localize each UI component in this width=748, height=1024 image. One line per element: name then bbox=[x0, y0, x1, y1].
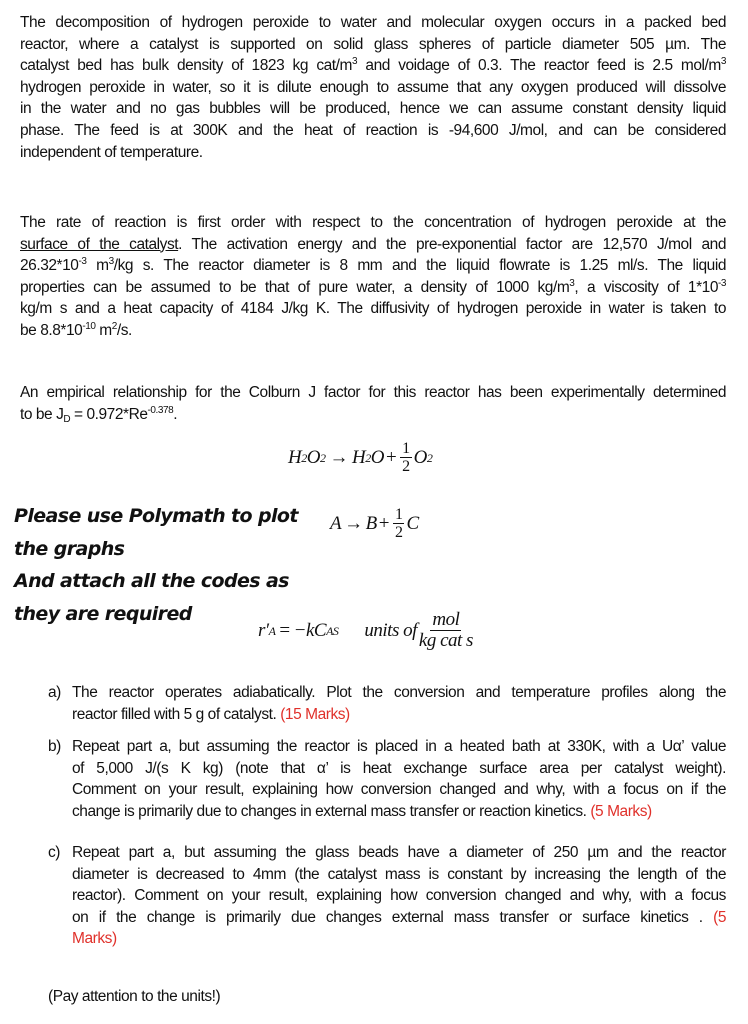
text-run: reactor). Comment on your result, explaining how conversion changed and why, with a focus bbox=[72, 887, 726, 905]
text-line bbox=[20, 404, 726, 426]
superscript: -0.378 bbox=[147, 404, 174, 416]
text-line bbox=[72, 758, 726, 780]
paragraph-problem-statement bbox=[20, 12, 726, 163]
text-run: An empirical relationship for the Colburn J factor for this reactor has been experimentally determined bbox=[20, 384, 726, 401]
text-line bbox=[72, 907, 726, 929]
text-run: reactor filled with 5 g of catalyst. bbox=[72, 705, 281, 723]
question-label: b) bbox=[48, 738, 61, 755]
text-run: m bbox=[95, 321, 112, 339]
question-a bbox=[48, 682, 726, 725]
text-line bbox=[20, 320, 726, 342]
question-label: a) bbox=[48, 684, 61, 701]
marks-label: (5 Marks) bbox=[590, 802, 652, 820]
text-run: and voidage of 0.3. The reactor feed is 2.5 mol/m bbox=[357, 57, 721, 75]
text-line bbox=[20, 98, 726, 120]
text-line bbox=[72, 928, 726, 950]
text-line bbox=[72, 779, 726, 801]
text-line bbox=[20, 77, 726, 99]
text-run: The reactor operates adiabatically. Plot the conversion and temperature profiles along the bbox=[72, 684, 726, 701]
note-line: And attach all the codes as bbox=[14, 570, 289, 592]
arrow-icon: → bbox=[344, 512, 363, 534]
text-line bbox=[72, 736, 726, 758]
text-run: /kg s. The reactor diameter is 8 mm and the liquid flowrate is 1.25 ml/s. The liquid bbox=[113, 257, 726, 275]
fraction-denominator: 2 bbox=[394, 524, 403, 541]
text-run: , a viscosity of 1*10 bbox=[574, 278, 718, 296]
eq-prime: ′ bbox=[264, 619, 269, 641]
fraction-denominator: kg cat s bbox=[418, 630, 473, 651]
text-run: properties can be assumed to be that of pure water, a density of 1000 kg/m bbox=[20, 278, 570, 296]
text-line bbox=[72, 704, 726, 726]
fraction-numerator: 1 bbox=[402, 440, 410, 457]
question-b bbox=[48, 736, 726, 822]
text-run: Repeat part a, but assuming the glass beads have a diameter of 250 µm and the reactor bbox=[72, 844, 726, 861]
note-line: they are required bbox=[14, 602, 192, 625]
eq-symbol: O bbox=[413, 446, 427, 468]
arrow-icon: → bbox=[329, 446, 348, 468]
units-label: units of bbox=[364, 619, 417, 641]
eq-operator: + bbox=[385, 446, 397, 468]
text-run: . bbox=[173, 405, 178, 423]
eq-symbol: r bbox=[258, 619, 265, 641]
text-line bbox=[72, 801, 726, 823]
marks-label: Marks) bbox=[72, 930, 117, 948]
text-run: = 0.972*Re bbox=[70, 405, 148, 423]
text-run: change is primarily due to changes in external mass transfer or reaction kinetics. bbox=[72, 802, 591, 820]
text-line bbox=[72, 682, 726, 704]
units-fraction bbox=[419, 610, 473, 651]
eq-symbol: B bbox=[365, 512, 377, 534]
superscript: -10 bbox=[82, 320, 96, 332]
superscript: 3 bbox=[720, 56, 726, 68]
eq-symbol: A bbox=[330, 512, 342, 534]
text-line bbox=[20, 142, 726, 164]
text-run: The rate of reaction is first order with respect to the concentration of hydrogen peroxide at the bbox=[20, 214, 726, 231]
text-run: . The activation energy and the pre-exponential factor are 12,570 J/mol and bbox=[178, 235, 726, 253]
fraction-numerator: mol bbox=[432, 609, 460, 630]
text-line bbox=[20, 120, 726, 142]
text-run: of 5,000 J/(s K kg) (note that α’ is heat exchange surface area per catalyst weight). bbox=[72, 759, 726, 777]
text-line bbox=[20, 277, 726, 299]
marks-label: (15 Marks) bbox=[280, 705, 350, 723]
text-run: in the water and no gas bubbles will be produced, hence we can assume constant density liquid bbox=[20, 100, 726, 118]
question-body bbox=[72, 842, 726, 950]
text-line bbox=[20, 12, 726, 34]
subscript: D bbox=[63, 413, 71, 425]
polymath-instruction-note bbox=[14, 500, 298, 630]
underlined-text: surface of the catalyst bbox=[20, 235, 179, 253]
question-body bbox=[72, 736, 726, 822]
question-body bbox=[72, 682, 726, 725]
eq-operator: + bbox=[378, 512, 389, 534]
text-line bbox=[20, 255, 726, 277]
superscript: -3 bbox=[78, 256, 87, 268]
text-run: reactor, where a catalyst is supported on solid glass spheres of particle diameter 505 µm. The bbox=[20, 35, 726, 53]
eq-symbol: O bbox=[306, 446, 320, 468]
text-line bbox=[20, 55, 726, 77]
equation-rate-law: r ′ A = −kC AS units of $\frac{\text{mol}}{\text{kg cat s}}$ bbox=[258, 609, 473, 651]
text-line bbox=[72, 864, 726, 886]
text-run: hydrogen peroxide in water, so it is dilute enough to assume that any oxygen produced will dissolve bbox=[20, 78, 726, 96]
superscript: 3 bbox=[569, 277, 575, 289]
note-line: the graphs bbox=[14, 537, 125, 560]
marks-label: (5 bbox=[713, 908, 726, 926]
eq-fraction bbox=[400, 440, 412, 475]
question-c bbox=[48, 842, 726, 950]
text-run: to be J bbox=[20, 405, 64, 423]
superscript: 3 bbox=[108, 256, 114, 268]
text-line bbox=[20, 298, 726, 320]
text-line bbox=[72, 885, 726, 907]
text-run: kg/m s and a heat capacity of 4184 J/kg K. The diffusivity of hydrogen peroxide in water is taken to bbox=[20, 300, 726, 318]
text-run: m bbox=[86, 257, 109, 275]
fraction-numerator: 1 bbox=[394, 506, 403, 523]
eq-symbol: C bbox=[406, 512, 419, 534]
footer-note: (Pay attention to the units!) bbox=[48, 988, 221, 1005]
text-line bbox=[20, 34, 726, 56]
superscript: 3 bbox=[351, 56, 358, 68]
text-line bbox=[20, 382, 726, 404]
eq-symbol: H bbox=[351, 446, 366, 468]
text-line bbox=[20, 234, 726, 256]
superscript: -3 bbox=[718, 277, 726, 289]
note-line: Please use Polymath to plot bbox=[14, 505, 298, 527]
paragraph-rate-of-reaction bbox=[20, 212, 726, 342]
text-line bbox=[72, 842, 726, 864]
question-label: c) bbox=[48, 844, 61, 861]
eq-symbol: O bbox=[370, 446, 384, 468]
eq-symbol: H bbox=[288, 446, 302, 468]
text-line bbox=[20, 212, 726, 234]
text-run: The decomposition of hydrogen peroxide to water and molecular oxygen occurs in a packed bed bbox=[20, 14, 726, 31]
text-run: on if the change is primarily due changes external mass transfer or surface kinetics . bbox=[72, 908, 714, 926]
text-run: Repeat part a, but assuming the reactor is placed in a heated bath at 330K, with a Uα’ value bbox=[72, 738, 726, 755]
equation-decomposition: H 2 O 2 → H 2 O + $\frac{1}{2}$ O 2 bbox=[288, 440, 433, 475]
text-run: catalyst bed has bulk density of 1823 kg cat/m bbox=[20, 57, 352, 75]
eq-symbol: −kC bbox=[293, 619, 327, 641]
eq-operator: = bbox=[279, 619, 290, 641]
superscript: 2 bbox=[111, 320, 117, 332]
equation-generic bbox=[330, 506, 419, 541]
text-run: diameter is decreased to 4mm (the catalyst mass is constant by increasing the length of the bbox=[72, 865, 726, 883]
text-run: Comment on your result, explaining how conversion changed and why, with a focus on if the bbox=[72, 781, 726, 799]
eq-fraction bbox=[393, 506, 405, 541]
text-run: /s. bbox=[116, 321, 132, 339]
text-run: phase. The feed is at 300K and the heat of reaction is -94,600 J/mol, and can be considered bbox=[20, 121, 726, 139]
text-run: be 8.8*10 bbox=[20, 321, 83, 339]
paragraph-colburn-factor bbox=[20, 382, 726, 425]
text-run: 26.32*10 bbox=[20, 257, 79, 275]
text-run: independent of temperature. bbox=[20, 143, 203, 161]
fraction-denominator: 2 bbox=[402, 458, 410, 475]
